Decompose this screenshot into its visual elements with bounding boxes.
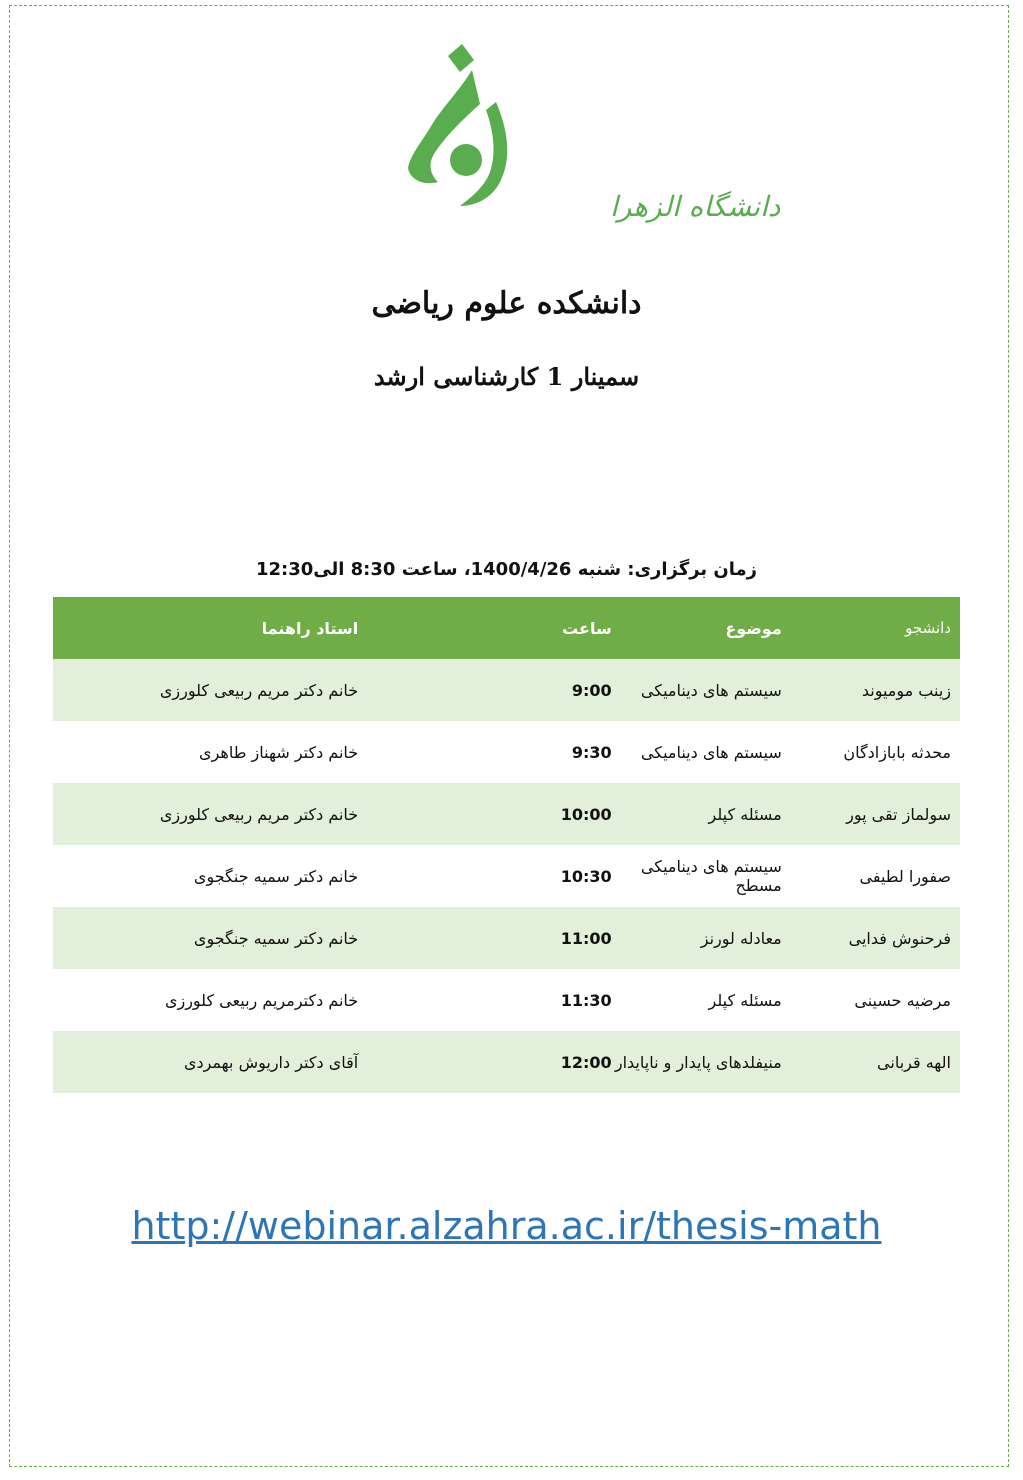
header-advisor: استاد راهنما [53,597,494,659]
cell-advisor: خانم دکترمریم ربیعی کلورزی [53,969,494,1031]
cell-student: محدثه بابازادگان [782,721,960,783]
seminar-title: سمینار 1 کارشناسی ارشد [373,362,640,391]
table-row [53,969,960,1031]
table-row [53,845,960,907]
cell-advisor: خانم دکتر سمیه جنگجوی [53,845,494,907]
cell-time: 9:30 [494,721,612,783]
cell-student: سولماز تقی پور [782,783,960,845]
table-row [53,721,960,783]
cell-student: فرحنوش فدایی [782,907,960,969]
cell-time: 10:00 [494,783,612,845]
university-logo [400,40,781,230]
table-row [53,783,960,845]
faculty-title: دانشکده علوم ریاضی [371,286,642,321]
header-topic: موضوع [612,597,782,659]
cell-topic: مسئله کپلر [612,969,782,1031]
logo-text: دانشگاه الزهرا [610,190,781,223]
cell-time: 10:30 [494,845,612,907]
cell-student: مرضیه حسینی [782,969,960,1031]
cell-topic: منیفلدهای پایدار و ناپایدار [612,1031,782,1093]
cell-student: زینب مومیوند [782,659,960,721]
cell-topic: سیستم های دینامیکی مسطح [612,845,782,907]
cell-topic: معادله لورنز [612,907,782,969]
cell-advisor: خانم دکتر مریم ربیعی کلورزی [53,783,494,845]
cell-time: 9:00 [494,659,612,721]
table-row [53,659,960,721]
cell-topic: مسئله کپلر [612,783,782,845]
cell-time: 12:00 [494,1031,612,1093]
header-student: دانشجو [782,597,960,659]
cell-advisor: آقای دکتر داریوش بهمردی [53,1031,494,1093]
schedule-table [53,597,960,1093]
cell-topic: سیستم های دینامیکی [612,721,782,783]
cell-student: صفورا لطیفی [782,845,960,907]
cell-student: الهه قربانی [782,1031,960,1093]
table-row [53,907,960,969]
header-time: ساعت [494,597,612,659]
cell-advisor: خانم دکتر سمیه جنگجوی [53,907,494,969]
cell-time: 11:30 [494,969,612,1031]
cell-advisor: خانم دکتر مریم ربیعی کلورزی [53,659,494,721]
webinar-link[interactable]: http://webinar.alzahra.ac.ir/thesis-math [131,1204,882,1248]
table-row [53,1031,960,1093]
event-time: زمان برگزاری: شنبه 1400/4/26، ساعت 8:30 الی12:30 [255,559,758,580]
table-header-row [53,597,960,659]
cell-advisor: خانم دکتر شهناز طاهری [53,721,494,783]
cell-time: 11:00 [494,907,612,969]
cell-topic: سیستم های دینامیکی [612,659,782,721]
